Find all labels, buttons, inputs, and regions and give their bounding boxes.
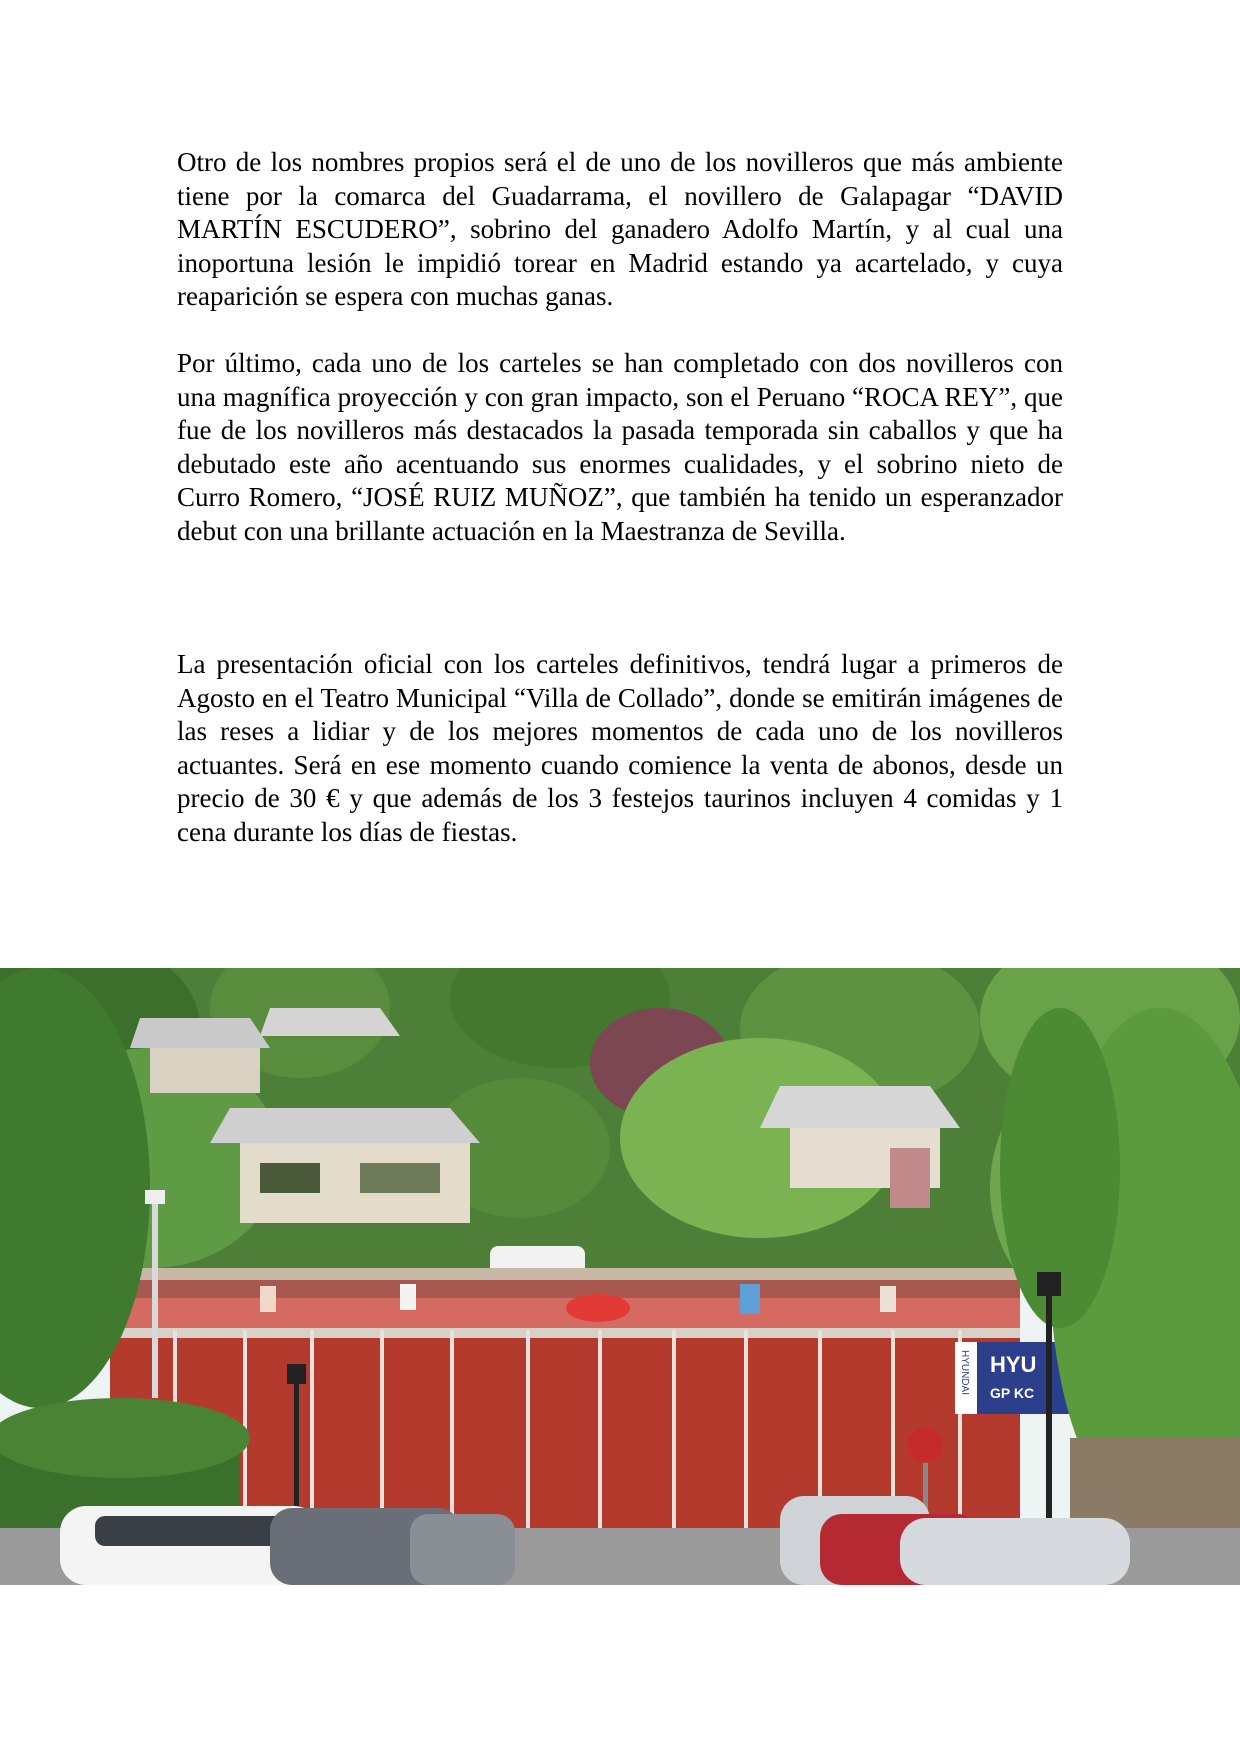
paragraph-presentacion: La presentación oficial con los carteles definitivos, tendrá lugar a primeros de Agosto en el Teatro Municipal “Villa de Collado”, donde se emitirán imágenes de las reses a lidiar y de los mejores momentos de cada uno de los novilleros actuantes. Será en ese momento cuando comience la venta de abonos, desde un precio de 30 € y que además de los 3 festejos taurinos incluyen 4 comidas y 1 cena durante los días de fiestas. — [177, 649, 1063, 847]
bullring-photo — [0, 968, 1240, 1585]
paragraph-roca-rey: Por último, cada uno de los carteles se han completado con dos novilleros con una magnífica proyección y con gran impacto, son el Peruano “ROCA REY”, que fue de los novilleros más destacados la pasada temporada sin caballos y que ha debutado este año acentuando sus enormes cualidades, y el sobrino nieto de Curro Romero, “JOSÉ RUIZ MUÑOZ”, que también ha tenido un esperanzador debut con una brillante actuación en la Maestranza de Sevilla. — [177, 348, 1063, 546]
banner-subtitle: GP KC — [990, 1385, 1035, 1401]
banner-side-text: HYUNDAI — [959, 1350, 970, 1396]
paragraph-david-martin: Otro de los nombres propios será el de uno de los novilleros que más ambiente tiene por la comarca del Guadarrama, el novillero de Galapagar “DAVID MARTÍN ESCUDERO”, sobrino del ganadero Adolfo Martín, y al cual una inoportuna lesión le impidió torear en Madrid estando ya acartelado, y cuya reaparición se espera con muchas ganas. — [177, 147, 1063, 311]
banner-title: HYU — [990, 1352, 1037, 1377]
crowd — [120, 1268, 1020, 1328]
